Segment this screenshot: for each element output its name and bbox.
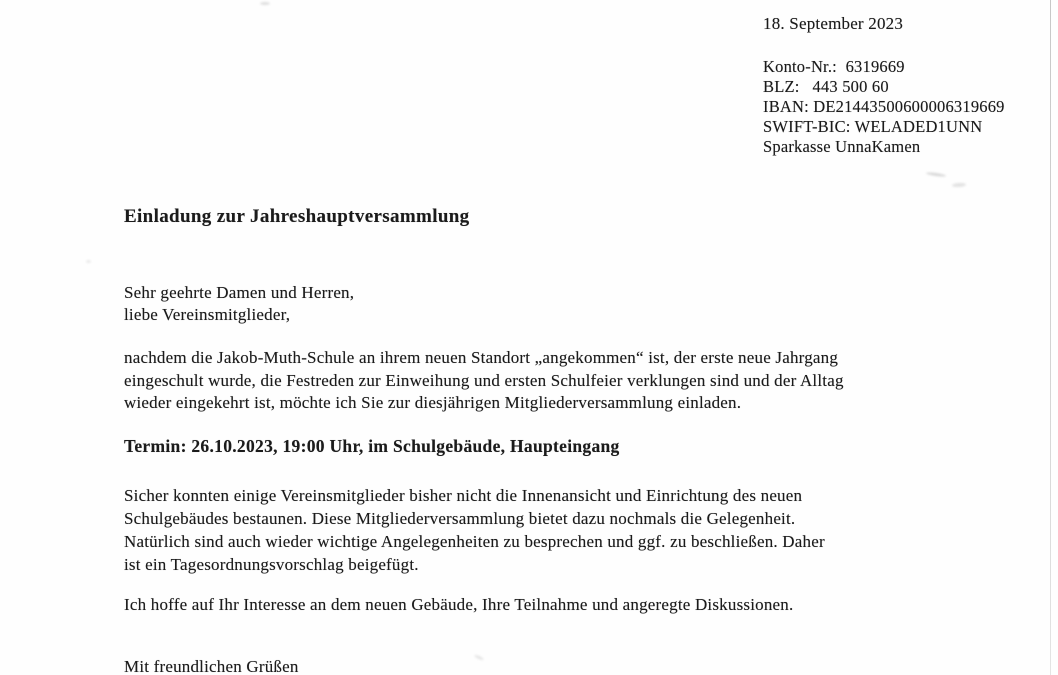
paragraph-line: Ich hoffe auf Ihr Interesse an dem neuen Gebäude, Ihre Teilnahme und angeregte Diskussionen.: [124, 595, 794, 614]
scan-artifact: [86, 260, 91, 263]
paragraph-details: [124, 484, 825, 576]
salutation-line: Sehr geehrte Damen und Herren,: [124, 283, 355, 302]
paragraph-line: nachdem die Jakob-Muth-Schule an ihrem neuen Standort „angekommen“ ist, der erste neue Jahrgang: [124, 348, 839, 367]
scan-artifact: [952, 183, 966, 188]
salutation-line: liebe Vereinsmitglieder,: [124, 304, 291, 324]
paragraph-line: wieder eingekehrt ist, möchte ich Sie zur diesjährigen Mitgliederversammlung einladen.: [124, 393, 742, 412]
scan-artifact: [260, 2, 270, 5]
bank-details-block: [763, 57, 1005, 157]
paragraph-line: Schulgebäudes bestaunen. Diese Mitgliederversammlung bietet dazu nochmals die Gelegenheit.: [124, 509, 796, 528]
paragraph-line: eingeschult wurde, die Festreden zur Einweihung und ersten Schulfeier verklungen sind und der Alltag: [124, 370, 844, 390]
scan-artifact: [926, 172, 946, 178]
iban-line: IBAN: DE21443500600006319669: [763, 97, 1005, 116]
swift-bic-line: SWIFT-BIC: WELADED1UNN: [763, 117, 983, 136]
scan-artifact: [474, 654, 484, 661]
paragraph-hope: [124, 594, 793, 617]
letter-date: 18. September 2023: [763, 14, 904, 33]
konto-nr-line: Konto-Nr.: 6319669: [763, 57, 905, 76]
scan-page-edge: [1050, 0, 1051, 675]
letter-subject: Einladung zur Jahreshauptversammlung: [124, 206, 470, 227]
paragraph-line: Natürlich sind auch wieder wichtige Angelegenheiten zu besprechen und ggf. zu beschließen. Daher: [124, 532, 825, 551]
closing-greeting: Mit freundlichen Grüßen: [124, 657, 299, 675]
salutation-block: [124, 282, 354, 325]
paragraph-line: Sicher konnten einige Vereinsmitglieder bisher nicht die Innenansicht und Einrichtung des neuen: [124, 486, 803, 505]
meeting-date-line: Termin: 26.10.2023, 19:00 Uhr, im Schulgebäude, Haupteingang: [124, 436, 620, 456]
paragraph-line: ist ein Tagesordnungsvorschlag beigefügt.: [124, 555, 419, 574]
bank-name-line: Sparkasse UnnaKamen: [763, 137, 921, 156]
blz-line: BLZ: 443 500 60: [763, 77, 889, 96]
paragraph-intro: [124, 347, 844, 415]
